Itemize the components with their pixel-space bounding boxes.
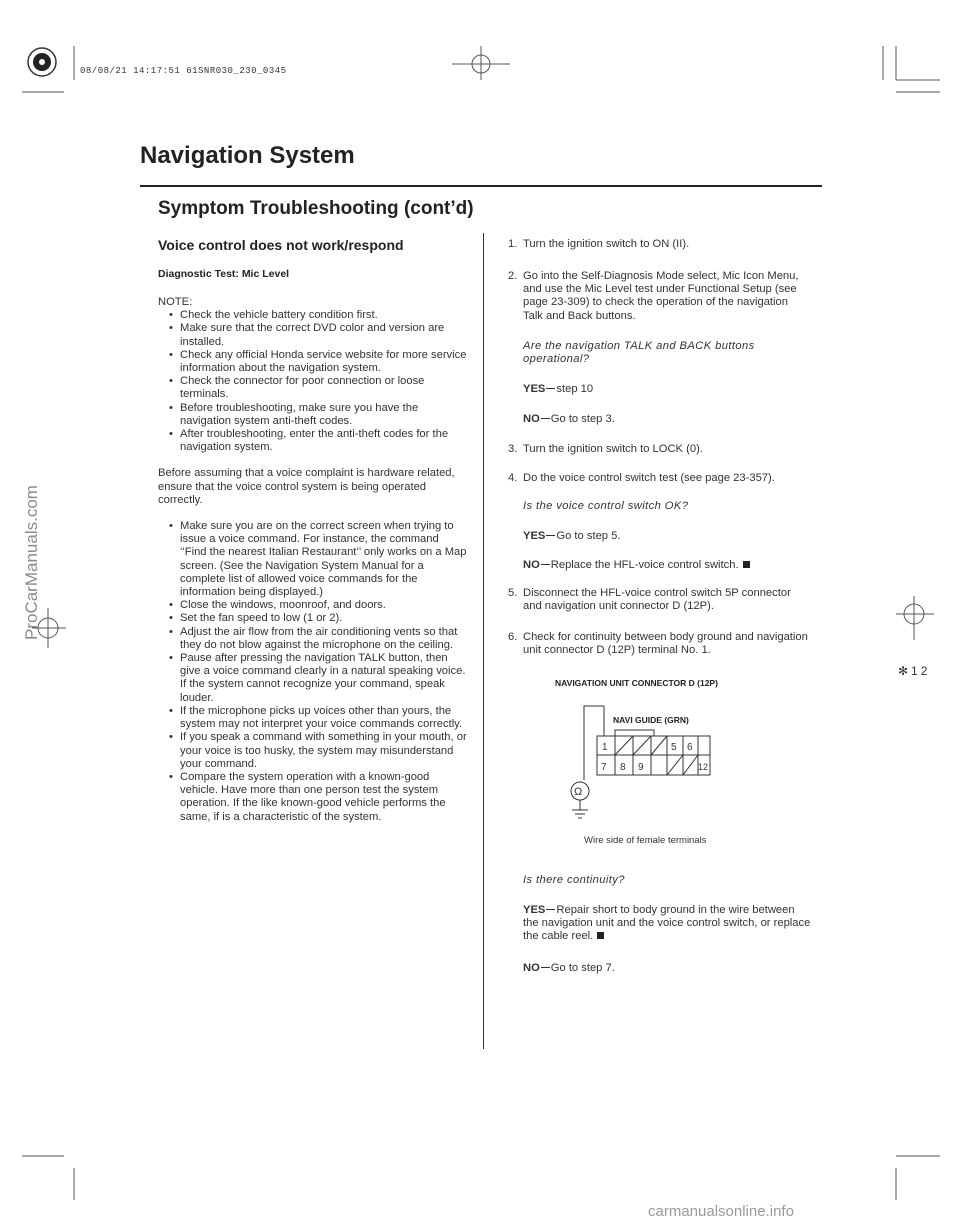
no-answer-1: NO Go to step 3. [523, 413, 615, 425]
question-1: Are the navigation TALK and BACK buttons operational? [523, 340, 755, 366]
connector-caption: Wire side of female terminals [584, 835, 707, 846]
step-5: 5. Disconnect the HFL-voice control switch 5P connector and navigation unit connector D (12P). [508, 587, 791, 613]
bottom-watermark: carmanualsonline.info [648, 1203, 794, 1220]
note-item: • After troubleshooting, enter the anti-theft codes for the navigation system. [158, 428, 468, 454]
connector-diagram [560, 700, 720, 830]
tip-item: • If you speak a command with something in your mouth, or your voice is too husky, the system may misunderstand your command. [158, 731, 468, 771]
pin-label: 7 [601, 762, 607, 773]
page-code: ✻12 [898, 664, 931, 678]
left-column-text [158, 296, 468, 824]
note-item: • Make sure that the correct DVD color and version are installed. [158, 322, 468, 348]
page-subtitle: Symptom Troubleshooting (cont’d) [158, 198, 474, 219]
tip-item: • If the microphone picks up voices other than yours, the system may not interpret your voice commands correctly. [158, 705, 468, 731]
tip-item: • Make sure you are on the correct screen when trying to issue a voice command. For instance, the command ‘‘Find the nearest Italian Restaurant’’ only works on a Map screen. (See the Navigation System Manual for a complete list of allowed voice commands for the information being displayed.) [158, 520, 468, 599]
print-stamp: 08/08/21 14:17:51 61SNR030_230_0345 [80, 66, 287, 76]
step-2: 2. Go into the Self-Diagnosis Mode select, Mic Icon Menu, and use the Mic Level test under Functional Setup (see page 23-309) to check the operation of the navigation Talk and Back buttons. [508, 270, 799, 322]
note-item: • Check the connector for poor connection or loose terminals. [158, 375, 468, 401]
pin-label: 12 [698, 762, 709, 772]
side-watermark: ProCarManuals.com [22, 485, 41, 640]
column-divider [483, 233, 484, 1049]
yes-answer-3: YES Repair short to body ground in the wire between the navigation unit and the voice control switch, or replace the cable reel. [523, 904, 811, 943]
question-3: Is there continuity? [523, 874, 625, 886]
tip-item: • Compare the system operation with a known-good vehicle. Have more than one person test the system operation. If the like known-good vehicle performs the same, if is a characteristic of the system. [158, 771, 468, 824]
registration-target-icon [28, 48, 56, 76]
section-heading: Voice control does not work/respond [158, 237, 404, 253]
page-title: Navigation System [140, 142, 355, 169]
tip-item: • Pause after pressing the navigation TALK button, then give a voice command clearly in a natural speaking voice. If the system cannot recognize your command, speak louder. [158, 652, 468, 705]
note-label: NOTE: [158, 296, 193, 308]
tip-item: • Adjust the air flow from the air conditioning vents so that they do not blow against the microphone on the ceiling. [158, 626, 468, 652]
note-item: • Check the vehicle battery condition first. [158, 309, 468, 322]
pin-label: 5 [671, 742, 677, 753]
end-mark-icon [597, 932, 604, 939]
wire-label: NAVI GUIDE (GRN) [613, 715, 689, 725]
no-answer-3: NO Go to step 7. [523, 962, 615, 974]
test-title: Diagnostic Test: Mic Level [158, 268, 290, 280]
ohmmeter-icon: Ω [574, 786, 583, 798]
connector-title: NAVIGATION UNIT CONNECTOR D (12P) [555, 678, 718, 688]
step-3: 3. Turn the ignition switch to LOCK (0). [508, 443, 703, 455]
step-1: 1. Turn the ignition switch to ON (II). [508, 238, 690, 250]
no-answer-2: NO Replace the HFL-voice control switch. [523, 559, 813, 572]
yes-answer-1: YES step 10 [523, 383, 594, 395]
note-item: • Check any official Honda service website for more service information about the navigation system. [158, 349, 468, 375]
title-rule [140, 185, 822, 187]
tip-item: • Close the windows, moonroof, and doors. [158, 599, 468, 612]
pin-label: 8 [620, 762, 626, 773]
step-6: 6. Check for continuity between body ground and navigation unit connector D (12P) terminal No. 1. [508, 631, 808, 657]
intro-paragraph: Before assuming that a voice complaint is hardware related, ensure that the voice control system is being operated correctly. [158, 467, 455, 506]
pin-label: 1 [602, 742, 608, 753]
pin-label: 9 [638, 762, 644, 773]
step-4: 4. Do the voice control switch test (see page 23-357). [508, 472, 775, 484]
tip-item: • Set the fan speed to low (1 or 2). [158, 612, 468, 625]
end-mark-icon [743, 561, 750, 568]
note-item: • Before troubleshooting, make sure you have the navigation system anti-theft codes. [158, 402, 468, 428]
question-2: Is the voice control switch OK? [523, 500, 689, 512]
pin-label: 6 [687, 742, 693, 753]
yes-answer-2: YES Go to step 5. [523, 530, 621, 542]
